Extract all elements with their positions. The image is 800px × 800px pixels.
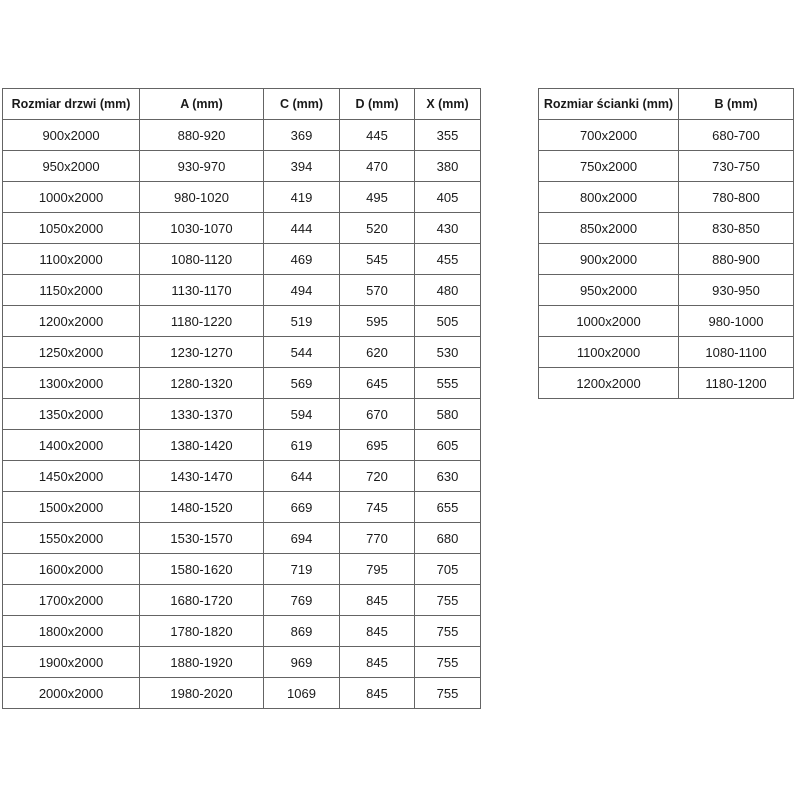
table-cell: 545 — [340, 244, 415, 275]
table-cell: 470 — [340, 151, 415, 182]
table-row — [3, 337, 481, 368]
table-cell: 880-900 — [679, 244, 794, 275]
column-header: D (mm) — [340, 89, 415, 120]
table-cell: 1550x2000 — [3, 523, 140, 554]
column-header: B (mm) — [679, 89, 794, 120]
table-cell: 570 — [340, 275, 415, 306]
table-cell: 630 — [415, 461, 481, 492]
table-cell: 619 — [264, 430, 340, 461]
table-cell: 1200x2000 — [539, 368, 679, 399]
table-cell: 1080-1120 — [140, 244, 264, 275]
table-cell: 1150x2000 — [3, 275, 140, 306]
table-cell: 1200x2000 — [3, 306, 140, 337]
column-header: X (mm) — [415, 89, 481, 120]
table-cell: 770 — [340, 523, 415, 554]
table-cell: 705 — [415, 554, 481, 585]
table-cell: 1250x2000 — [3, 337, 140, 368]
table-cell: 800x2000 — [539, 182, 679, 213]
table-cell: 900x2000 — [539, 244, 679, 275]
table-cell: 595 — [340, 306, 415, 337]
table-cell: 1180-1200 — [679, 368, 794, 399]
door-sizes-table — [2, 88, 481, 709]
table-cell: 730-750 — [679, 151, 794, 182]
table-cell: 455 — [415, 244, 481, 275]
table-cell: 495 — [340, 182, 415, 213]
table-cell: 1800x2000 — [3, 616, 140, 647]
table-cell: 1700x2000 — [3, 585, 140, 616]
column-header: A (mm) — [140, 89, 264, 120]
table-row — [539, 213, 794, 244]
table-cell: 980-1000 — [679, 306, 794, 337]
table-cell: 950x2000 — [539, 275, 679, 306]
table-cell: 720 — [340, 461, 415, 492]
table-cell: 1000x2000 — [539, 306, 679, 337]
table-cell: 669 — [264, 492, 340, 523]
column-header: Rozmiar ścianki (mm) — [539, 89, 679, 120]
table-cell: 405 — [415, 182, 481, 213]
table-cell: 680 — [415, 523, 481, 554]
table-row — [539, 120, 794, 151]
table-cell: 569 — [264, 368, 340, 399]
table-cell: 1350x2000 — [3, 399, 140, 430]
table-cell: 519 — [264, 306, 340, 337]
table-row — [3, 275, 481, 306]
table-cell: 1580-1620 — [140, 554, 264, 585]
table-row — [3, 554, 481, 585]
table-row — [539, 368, 794, 399]
table-cell: 1280-1320 — [140, 368, 264, 399]
table-cell: 719 — [264, 554, 340, 585]
table-row — [539, 244, 794, 275]
table-cell: 444 — [264, 213, 340, 244]
table-cell: 380 — [415, 151, 481, 182]
table-cell: 900x2000 — [3, 120, 140, 151]
table-cell: 369 — [264, 120, 340, 151]
table-cell: 869 — [264, 616, 340, 647]
table-cell: 755 — [415, 647, 481, 678]
table-cell: 750x2000 — [539, 151, 679, 182]
table-cell: 1230-1270 — [140, 337, 264, 368]
table-cell: 1500x2000 — [3, 492, 140, 523]
table-row — [3, 120, 481, 151]
table-row — [3, 213, 481, 244]
table-row — [3, 182, 481, 213]
table-cell: 980-1020 — [140, 182, 264, 213]
table-cell: 845 — [340, 678, 415, 709]
table-row — [3, 492, 481, 523]
table-cell: 1400x2000 — [3, 430, 140, 461]
table-cell: 544 — [264, 337, 340, 368]
table-cell: 700x2000 — [539, 120, 679, 151]
table-cell: 795 — [340, 554, 415, 585]
table-row — [539, 151, 794, 182]
table-row — [3, 585, 481, 616]
table-cell: 930-970 — [140, 151, 264, 182]
table-row — [3, 399, 481, 430]
table-cell: 1780-1820 — [140, 616, 264, 647]
table-row — [3, 306, 481, 337]
table-cell: 494 — [264, 275, 340, 306]
table-row — [3, 523, 481, 554]
table-cell: 1880-1920 — [140, 647, 264, 678]
table-row — [3, 678, 481, 709]
table-cell: 580 — [415, 399, 481, 430]
table-cell: 605 — [415, 430, 481, 461]
table-cell: 1030-1070 — [140, 213, 264, 244]
table-cell: 1100x2000 — [539, 337, 679, 368]
table-cell: 1330-1370 — [140, 399, 264, 430]
table-row — [3, 151, 481, 182]
table-cell: 1180-1220 — [140, 306, 264, 337]
table-cell: 830-850 — [679, 213, 794, 244]
table-cell: 880-920 — [140, 120, 264, 151]
table-cell: 1100x2000 — [3, 244, 140, 275]
table-cell: 1980-2020 — [140, 678, 264, 709]
table-cell: 1300x2000 — [3, 368, 140, 399]
table-cell: 930-950 — [679, 275, 794, 306]
table-cell: 480 — [415, 275, 481, 306]
table-cell: 445 — [340, 120, 415, 151]
table-cell: 620 — [340, 337, 415, 368]
table-cell: 755 — [415, 616, 481, 647]
table-cell: 644 — [264, 461, 340, 492]
table-row — [539, 306, 794, 337]
wall-panel-sizes-table — [538, 88, 794, 399]
table-row — [539, 275, 794, 306]
table-cell: 670 — [340, 399, 415, 430]
table-cell: 1380-1420 — [140, 430, 264, 461]
table-cell: 430 — [415, 213, 481, 244]
table-cell: 755 — [415, 678, 481, 709]
wall-table-header-row — [539, 89, 794, 120]
table-row — [539, 337, 794, 368]
table-cell: 594 — [264, 399, 340, 430]
column-header: Rozmiar drzwi (mm) — [3, 89, 140, 120]
table-cell: 520 — [340, 213, 415, 244]
table-row — [539, 182, 794, 213]
table-cell: 1050x2000 — [3, 213, 140, 244]
table-cell: 695 — [340, 430, 415, 461]
table-row — [3, 461, 481, 492]
table-cell: 645 — [340, 368, 415, 399]
table-cell: 1130-1170 — [140, 275, 264, 306]
column-header: C (mm) — [264, 89, 340, 120]
table-cell: 845 — [340, 616, 415, 647]
table-cell: 845 — [340, 585, 415, 616]
table-cell: 1600x2000 — [3, 554, 140, 585]
table-row — [3, 244, 481, 275]
table-row — [3, 647, 481, 678]
table-row — [3, 616, 481, 647]
table-cell: 1450x2000 — [3, 461, 140, 492]
table-cell: 394 — [264, 151, 340, 182]
table-cell: 745 — [340, 492, 415, 523]
table-cell: 1480-1520 — [140, 492, 264, 523]
table-cell: 769 — [264, 585, 340, 616]
table-cell: 1080-1100 — [679, 337, 794, 368]
table-cell: 555 — [415, 368, 481, 399]
table-cell: 469 — [264, 244, 340, 275]
table-row — [3, 368, 481, 399]
table-cell: 1530-1570 — [140, 523, 264, 554]
table-cell: 780-800 — [679, 182, 794, 213]
table-cell: 1069 — [264, 678, 340, 709]
table-cell: 655 — [415, 492, 481, 523]
table-cell: 845 — [340, 647, 415, 678]
table-cell: 755 — [415, 585, 481, 616]
table-cell: 530 — [415, 337, 481, 368]
table-cell: 680-700 — [679, 120, 794, 151]
table-cell: 1000x2000 — [3, 182, 140, 213]
table-cell: 355 — [415, 120, 481, 151]
table-cell: 950x2000 — [3, 151, 140, 182]
door-table-header-row — [3, 89, 481, 120]
table-cell: 1900x2000 — [3, 647, 140, 678]
table-cell: 850x2000 — [539, 213, 679, 244]
table-cell: 2000x2000 — [3, 678, 140, 709]
table-cell: 1680-1720 — [140, 585, 264, 616]
table-row — [3, 430, 481, 461]
table-cell: 969 — [264, 647, 340, 678]
table-cell: 1430-1470 — [140, 461, 264, 492]
table-cell: 694 — [264, 523, 340, 554]
table-cell: 505 — [415, 306, 481, 337]
table-cell: 419 — [264, 182, 340, 213]
